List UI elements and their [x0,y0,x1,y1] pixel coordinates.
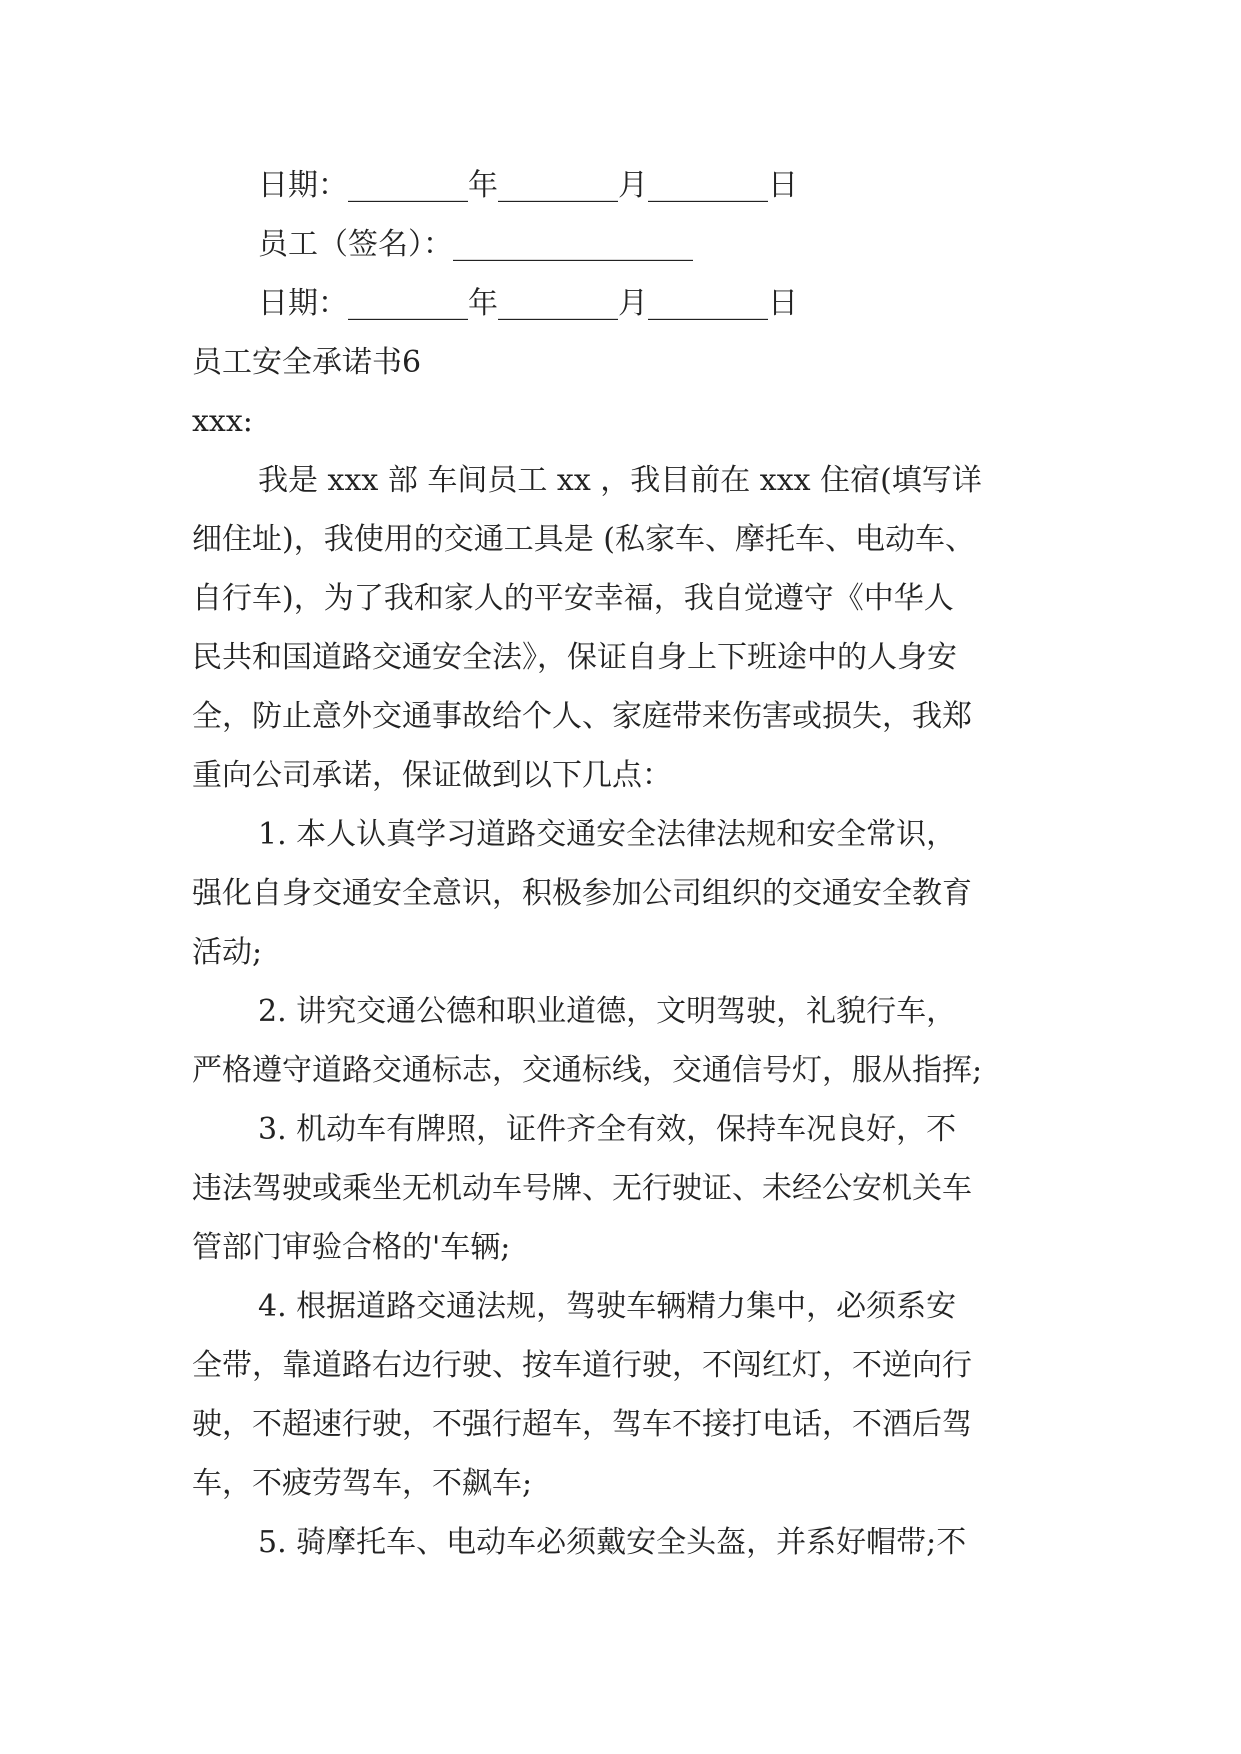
intro-line: 自行车)，为了我和家人的平安幸福，我自觉遵守《中华人 [192,581,954,616]
item-3-line: 3. 机动车有牌照，证件齐全有效，保持车况良好，不 [258,1112,957,1147]
intro-line: 重向公司承诺，保证做到以下几点： [192,758,672,793]
item-1-line: 1. 本人认真学习道路交通安全法律法规和安全常识， [258,817,957,852]
item-4-line: 车，不疲劳驾车，不飙车; [192,1466,533,1501]
salutation: xxx: [192,404,253,439]
item-5-line: 5. 骑摩托车、电动车必须戴安全头盔，并系好帽带;不 [258,1525,967,1560]
item-4-line: 驶，不超速行驶，不强行超车，驾车不接打电话，不酒后驾 [192,1407,972,1442]
item-4-line: 4. 根据道路交通法规，驾驶车辆精力集中，必须系安 [258,1289,957,1324]
item-1-line: 强化自身交通安全意识，积极参加公司组织的交通安全教育 [192,876,972,911]
intro-line: 全，防止意外交通事故给个人、家庭带来伤害或损失，我郑 [192,699,972,734]
item-2-line: 2. 讲究交通公德和职业道德，文明驾驶，礼貌行车， [258,994,957,1029]
date-line-2: 日期：________年________月________日 [258,286,798,321]
intro-line: 民共和国道路交通安全法》，保证自身上下班途中的人身安 [192,640,957,675]
date-line-1: 日期：________年________月________日 [258,168,798,203]
item-2-line: 严格遵守道路交通标志，交通标线，交通信号灯，服从指挥; [192,1053,983,1088]
item-3-line: 管部门审验合格的'车辆; [192,1230,511,1265]
employee-signature-line: 员工（签名）：________________ [258,227,693,262]
intro-line: 我是 xxx 部 车间员工 xx ，我目前在 xxx 住宿(填写详 [258,463,982,498]
item-1-line: 活动; [192,935,263,970]
intro-line: 细住址)，我使用的交通工具是 (私家车、摩托车、电动车、 [192,522,975,557]
item-4-line: 全带，靠道路右边行驶、按车道行驶，不闯红灯，不逆向行 [192,1348,972,1383]
item-3-line: 违法驾驶或乘坐无机动车号牌、无行驶证、未经公安机关车 [192,1171,972,1206]
section-heading: 员工安全承诺书6 [192,345,422,380]
